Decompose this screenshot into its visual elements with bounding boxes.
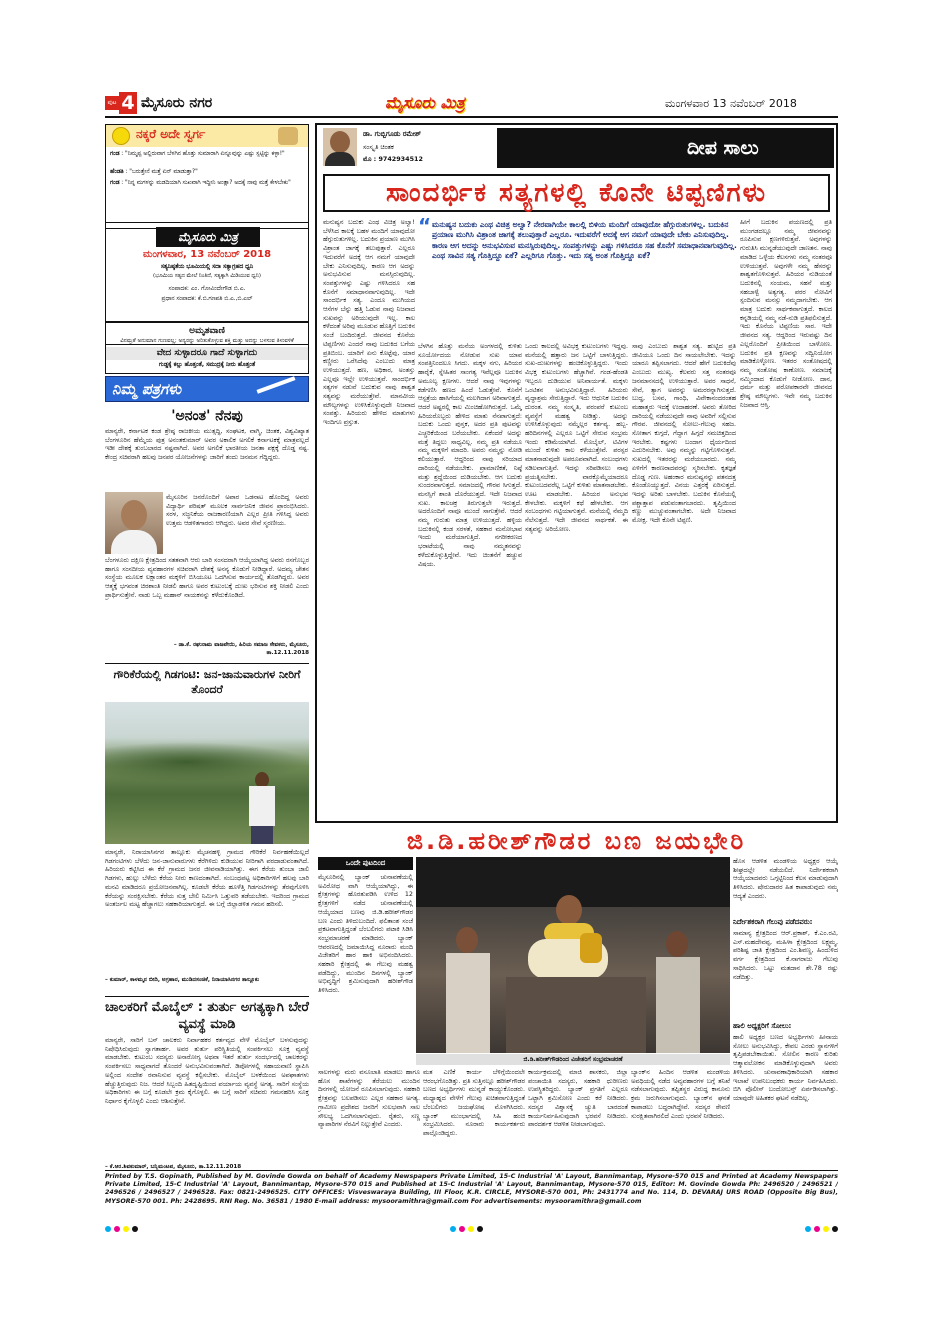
lake-photo <box>105 702 309 844</box>
header-date: ಮಂಗಳವಾರ 13 ನವೆಂಬರ್ 2018 <box>665 97 797 110</box>
letter-title: ಗೌರಿಕೆರೆಯಲ್ಲಿ ಗಿಡಗಂಟಿ: ಜನ-ಜಾನುವಾರುಗಳ ನೀರಿಗೆ ತೊಂದರೆ <box>113 668 301 696</box>
letter-body: ಮಾನ್ಯರೇ, ಕರ್ನಾಟಕ ಕಂಡ ಶ್ರೇಷ್ಠ ರಾಜಕೀಯ ಮುತ್ಸದ್ಧಿ, ಸಂಘಟಕ, ವಾಗ್ಮಿ, ಚಿಂತಕ, ವಿಶ್ವವಿಖ್ಯಾತ ಬೆಂಗಳೂರಿನ ಹೆಮ್ಮೆಯ ಪುತ್ರ ಅನಂತಕುಮಾರ್ ಅವರ ಅಕಾಲಿಕ ಅಗಲಿಕೆ ಕರ್ನಾಟಕಕ್ಕೆ ಮಾತ್ರವಲ್ಲದೆ ಇಡೀ ದೇಶಕ್ಕೆ ತುಂಬಲಾರದ ನಷ್ಟವಾಗಿದೆ. ಅವರ ಅಗಲಿಕೆ ಭಾರತೀಯ ಜನತಾ ಪಕ್ಷಕ್ಕೆ ದೊಡ್ಡ ನಷ್ಟ. ಕೇಂದ್ರ ಸಚಿವರಾಗಿ ಹಲವು ಜನಪರ ಯೋಜನೆಗಳನ್ನು ಜಾರಿಗೆ ತಂದು ಜನಮನ ಗೆದ್ದಿದ್ದರು. <box>105 427 309 462</box>
cartoon-icon <box>278 127 298 145</box>
story-body: ಮೈಸೂರಿನಲ್ಲಿ ಬ್ಯಾಂಕ್ ಚುನಾವಣೆಯಲ್ಲಿ ಅವಿರೋಧ ವಾಗಿ ಆಯ್ಕೆಯಾಗಿದ್ದು, ಈ ಕ್ಷೇತ್ರಗಳನ್ನು ಹೊರತುಪಡಿಸಿ ಉಳಿದ 12 ಕ್ಷೇತ್ರಗಳಿಗೆ ನಡೆದ ಚುನಾವಣೆಯಲ್ಲಿ ಆಯ್ಕೆಯಾದ ಬಣವು ಜಿ.ಡಿ.ಹರೀಶ್‌ಗೌಡರ ಬಣ ಎಂದು ತಿಳಿದುಬಂದಿದೆ. ಫಲಿತಾಂಶ ಸಂಜೆ ಪ್ರಕಟವಾಗುತ್ತಿದ್ದಂತೆ ಬೆಂಬಲಿಗರು ಪಟಾಕಿ ಸಿಡಿಸಿ ಸಂಭ್ರಮಾಚರಣೆ ಮಾಡಿದರು. ಬ್ಯಾಂಕ್ ಆವರಣದಲ್ಲಿ ಜಮಾಯಿಸಿದ್ದ ನೂರಾರು ಮಂದಿ ವಿಜೇತರಿಗೆ ಹಾರ ಹಾಕಿ ಅಭಿನಂದಿಸಿದರು. ಸಹಕಾರಿ ಕ್ಷೇತ್ರದಲ್ಲಿ ಈ ಗೆಲುವು ಮಹತ್ವ ಪಡೆದಿದ್ದು, ಮುಂದಿನ ದಿನಗಳಲ್ಲಿ ಬ್ಯಾಂಕ್ ಅಭಿವೃದ್ಧಿಗೆ ಶ್ರಮಿಸುವುದಾಗಿ ಹರೀಶ್‌ಗೌಡ ತಿಳಿಸಿದರು. <box>318 873 413 995</box>
imprint-line: Printed by T.S. Gopinath, Published by M. Govinde Gowda on behalf of Academy Newspapers Private Limited, 15-C Industrial 'A' Layout, Bannimantap, Mysore-570 015 and Printed at Academy Newspapers Private Limited, 15-C Industrial 'A' Layout, Bannimantap, Mysore-570 015 and Published at 15-C Industrial 'A' Layout, Bannimantap, Mysore-570 015, Editor: M. Govinde Gowda Ph: 2496520 / 2496521 / 2496526 / 2496527 / 2496528. Fax: 0821-2496525. CITY OFFICES: Visveswaraya Building, III Floor, K.R. CIRCLE, MYSORE-570 001, Ph: 2431774 and No. 114, D. DEVARAJ URS ROAD (Opposite Big Bus), MYSORE-570 001. Ph: 2428695. RNI Reg. No. 36581 / 1980 E-mail address: mysooramithra@gmail.com For advertisements: mysooramithra@gmail.com <box>105 1173 838 1205</box>
joke-box <box>105 124 309 229</box>
letter-body: ಮಾನ್ಯರೇ, ಸಾರಿಗೆ ಬಸ್ ಚಾಲಕರು ನಿರ್ವಾಹಕರ ಕರ್ತವ್ಯದ ವೇಳೆ ಮೊಬೈಲ್ ಬಳಸುವುದನ್ನು ನಿಷೇಧಿಸಿರುವುದು ಸ್ವಾಗತಾರ್ಹ. ಅವರ ತುರ್ತು ಪರಿಸ್ಥಿತಿಯಲ್ಲಿ ಸಂಪರ್ಕಿಸಲು ಸೂಕ್ತ ವ್ಯವಸ್ಥೆ ಮಾಡಬೇಕು. ಕುಟುಂಬ ಸದಸ್ಯರು ಅನಾರೋಗ್ಯ ಅಥವಾ ಇತರೆ ತುರ್ತು ಸಂದರ್ಭದಲ್ಲಿ ಚಾಲಕರನ್ನು ಸಂಪರ್ಕಿಸಲು ಸಾಧ್ಯವಾಗದೆ ತೊಂದರೆ ಅನುಭವಿಸುವಂತಾಗಿದೆ. ಡಿಪೋಗಳಲ್ಲಿ ಸಹಾಯವಾಣಿ ಸ್ಥಾಪಿಸಿ ಅಲ್ಲಿಂದ ಸಂದೇಶ ರವಾನಿಸುವ ವ್ಯವಸ್ಥೆ ಕಲ್ಪಿಸಬೇಕು. ಮೊಬೈಲ್ ಬಳಕೆಯಿಂದ ಅಪಘಾತಗಳು ಹೆಚ್ಚುತ್ತಿರುವುದು ನಿಜ. ಆದರೆ ಸಿಬ್ಬಂದಿ ಹಿತದೃಷ್ಟಿಯಿಂದ ಪರ್ಯಾಯ ವ್ಯವಸ್ಥೆ ಅಗತ್ಯ. ಸಾರಿಗೆ ಸಂಸ್ಥೆಯ ಅಧಿಕಾರಿಗಳು ಈ ಬಗ್ಗೆ ಕೂಡಲೇ ಕ್ರಮ ಕೈಗೊಳ್ಳಲಿ. ಈ ಬಗ್ಗೆ ಸಾರಿಗೆ ಸಚಿವರು ಗಮನಹರಿಸಿ ಸೂಕ್ತ ನಿರ್ಧಾರ ಕೈಗೊಳ್ಳಲಿ ಎಂದು ಆಶಿಸುತ್ತೇನೆ. <box>105 1036 309 1105</box>
paper-date: ಮಂಗಳವಾರ, 13 ನವೆಂಬರ್ 2018 <box>142 249 272 260</box>
joke-line: ಗಂಡ : "ನಿನ್ನ ಮಗಳನ್ನು ಮಡದಿಯಾಗಿ ಸುಖವಾಗಿ ಇದ್ದೀನಿ ಅಂತ್ಲಾ? ಅದಕ್ಕೆ ನಾವು ಮತ್ತೆ ಕೇಳಬೇಕು" <box>110 180 291 186</box>
registration-marks <box>105 1226 845 1234</box>
amruthavani-title: ಅಮೃತವಾಣಿ <box>189 326 225 336</box>
story-headline: ಜಿ.ಡಿ.ಹರೀಶ್‌ಗೌಡರ ಬಣ ಜಯಭೇರಿ <box>406 827 747 855</box>
letter-signature: – ಕೆ.ಆರ.ಶಿವಕುಮಾರ್, ಬನ್ನಿಮಂಟಪ, ಮೈಸೂರು, ತಾ.12.11.2018 <box>105 1164 242 1170</box>
proverb-title: ವೇದ ಸುಳ್ಳಾದರೂ ಗಾದೆ ಸುಳ್ಳಾಗದು <box>106 347 308 360</box>
page-label: ಪುಟ <box>105 96 119 110</box>
pullquote-box <box>418 214 737 338</box>
photo-caption: ಜಿ.ಡಿ.ಹರೀಶ್‌ಗೌಡರಿಂದ ವಿಜೇತರಿಗೆ ಸಂಭ್ರಮಾಚರಣೆ <box>416 1054 730 1065</box>
paper-motto-sub: (ಭೂಮಿಯ ಸತ್ಯದ ಮೇಲೆ ನಿಂತಿದೆ, ಸತ್ಯಕ್ಕಾಗಿ ಮಿಡಿಯುವ ಧ್ವನಿ) <box>153 273 261 279</box>
story-body: ಸಾಮಾನ್ಯ ಕ್ಷೇತ್ರದಿಂದ ಆರ್.ಪ್ರಕಾಶ್, ಕೆ.ಎಂ.ರವಿ, ಎಸ್.ಮಹದೇವಪ್ಪ, ಮಹಿಳಾ ಕ್ಷೇತ್ರದಿಂದ ಲಕ್ಷ್ಮಮ್ಮ, ಪರಿಶಿಷ್ಟ ಜಾತಿ ಕ್ಷೇತ್ರದಿಂದ ಎಂ.ಶಿವಣ್ಣ, ಹಿಂದುಳಿದ ವರ್ಗ ಕ್ಷೇತ್ರದಿಂದ ಕೆ.ನಾಗರಾಜು ಗೆಲುವು ಸಾಧಿಸಿದರು. ಒಟ್ಟು ಮತದಾನ ಶೇ.78 ರಷ್ಟು ನಡೆದಿತ್ತು. <box>733 929 838 981</box>
joke-header <box>106 125 308 147</box>
quote-open-icon: “ <box>418 214 432 238</box>
letter-body: ಮಾನ್ಯರೇ, ನಿರಾಯಾಸಿನಗರ ತಾಲ್ಲೂಕು ಮೈಚನಹಳ್ಳಿ ಗ್ರಾಮದ ಗೌರಿಕೆರೆ ನಿರ್ವಹಣೆಯಿಲ್ಲದೆ ಗಿಡಗಂಟಿಗಳು ಬೆಳೆದು ಜನ-ಜಾನುವಾರುಗಳು ಕೆರೆಗಿಳಿದು ಕುಡಿಯುವ ನೀರಿಗಾಗಿ ಪರದಾಡುವಂತಾಗಿದೆ. ಹಿರಿಯರು ಕಟ್ಟಿಸಿದ ಈ ಕೆರೆ ಗ್ರಾಮದ ಜನರ ಜೀವನಾಡಿಯಾಗಿತ್ತು. ಈಗ ಕೆರೆಯ ತುಂಬಾ ಜಾಲಿ ಗಿಡಗಳು, ಹುಲ್ಲು ಬೆಳೆದು ಕೆರೆಯ ನೀರು ಕಾಣದಂತಾಗಿದೆ. ಸಂಬಂಧಪಟ್ಟ ಅಧಿಕಾರಿಗಳಿಗೆ ಹಲವು ಬಾರಿ ಮನವಿ ಮಾಡಿದರೂ ಪ್ರಯೋಜನವಾಗಿಲ್ಲ. ಕೂಡಲೇ ಕೆರೆಯ ಹೂಳೆತ್ತಿ ಗಿಡಗಂಟಿಗಳನ್ನು ತೆರವುಗೊಳಿಸಿ ಕೆರೆಯನ್ನು ಸಂರಕ್ಷಿಸಬೇಕು. ಕೆರೆಯ ಸುತ್ತ ಬೇಲಿ ನಿರ್ಮಿಸಿ ಒತ್ತುವರಿ ತಡೆಯಬೇಕು. ಇದರಿಂದ ಗ್ರಾಮದ ಅಂತರ್ಜಲ ಮಟ್ಟ ಹೆಚ್ಚಾಗಲು ಸಹಕಾರಿಯಾಗುತ್ತದೆ. ಈ ಬಗ್ಗೆ ಜಿಲ್ಲಾಡಳಿತ ಗಮನ ಹರಿಸಲಿ. <box>105 848 309 909</box>
laughing-face-icon <box>112 127 130 145</box>
joke-text: "ನಿಮ್ಮಪ್ಪ ಅಲ್ಲಿರುವಾಗ ಬೆಳಗಿನ ಹೊತ್ತು ಸುಮಾರಾಗಿ ಏನ್ನೂವುನ್ನು ಎಷ್ಟು ಸ್ಪಟ್ಟಿನ್ನು ಕಳ್ಳಾ!" <box>125 151 285 157</box>
letter-author-photo <box>105 492 163 554</box>
column-body: ಬೆಳಗಿನ ಹೊತ್ತು ಮನೆಯ ಅಂಗಳದಲ್ಲಿ ಕುಳಿತು ಸೂರ್ಯೋದಯ ನೋಡುವ ಸುಖ ಯಾವ ಸಂಪತ್ತಿನಿಂದಲೂ ಸಿಗದು. ಮಕ್ಕಳ ನಗು, ಹಿರಿಯರ ಹಾರೈಕೆ, ಸ್ನೇಹಿತರ ಸಾಂಗತ್ಯ ಇವೆಲ್ಲವೂ ಬದುಕಿನ ಅಮೂಲ್ಯ ಕ್ಷಣಗಳು. ಆದರೆ ನಾವು ಇವುಗಳನ್ನು ಕಡೆಗಣಿಸಿ ಹಣದ ಹಿಂದೆ ಓಡುತ್ತೇವೆ. ಕೊನೆಗೆ ಆಸ್ಪತ್ರೆಯ ಹಾಸಿಗೆಯಲ್ಲಿ ಮಲಗಿದಾಗ ಅರಿವಾಗುತ್ತದೆ. ಆದರೆ ಅಷ್ಟರಲ್ಲಿ ಕಾಲ ಮಿಂಚಿಹೋಗಿರುತ್ತದೆ. ಒಮ್ಮೆ ಹಿರಿಯರೊಬ್ಬರು ಹೇಳಿದ ಮಾತು ನೆನಪಾಗುತ್ತದೆ: ಬದುಕು ಒಂದು ಪುಸ್ತಕ, ಅದರ ಪ್ರತಿ ಪುಟವನ್ನು ಎಚ್ಚರಿಕೆಯಿಂದ ಬರೆಯಬೇಕು. ಏಕೆಂದರೆ ಅದನ್ನು ಮತ್ತೆ ತಿದ್ದಲು ಸಾಧ್ಯವಿಲ್ಲ. ನಮ್ಮ ಪ್ರತಿ ನಡೆಯೂ ನಮ್ಮ ಮಕ್ಕಳಿಗೆ ಮಾದರಿ. ಅವರು ನಮ್ಮನ್ನು ನೋಡಿ ಕಲಿಯುತ್ತಾರೆ. ಆದ್ದರಿಂದ ನಾವು ಸರಿಯಾದ ದಾರಿಯಲ್ಲಿ ನಡೆಯಬೇಕು. ಪ್ರಾಮಾಣಿಕತೆ, ನಿಷ್ಠೆ ಮತ್ತು ಶ್ರದ್ಧೆಯಿಂದ ದುಡಿಯಬೇಕು. ಆಗ ಬದುಕು ಸುಂದರವಾಗುತ್ತದೆ. ಸಮಾಜದಲ್ಲಿ ಗೌರವ ಸಿಗುತ್ತದೆ. ಮನಸ್ಸಿಗೆ ಶಾಂತಿ ದೊರೆಯುತ್ತದೆ. ಇದೇ ನಿಜವಾದ ಸುಖ. ಕಾಲಚಕ್ರ ತಿರುಗುತ್ತಲೇ ಇರುತ್ತದೆ. ಅದರೊಂದಿಗೆ ನಾವೂ ಮುಂದೆ ಸಾಗುತ್ತೇವೆ. ಆದರೆ ನಮ್ಮ ಗುರುತು ಮಾತ್ರ ಉಳಿಯುತ್ತದೆ. ಹಳ್ಳಿಯ ಬದುಕಿನಲ್ಲಿ ಕಂಡ ಸರಳತೆ, ಸಹಕಾರ ಮನೋಭಾವ ಇಂದು ಮರೆಯಾಗುತ್ತಿದೆ. ನಗರೀಕರಣದ ಭರಾಟೆಯಲ್ಲಿ ನಾವು ನಮ್ಮತನವನ್ನು ಕಳೆದುಕೊಳ್ಳುತ್ತಿದ್ದೇವೆ. ಇದು ಚಿಂತನೆಗೆ ಹಚ್ಚುವ ವಿಷಯ. <box>418 342 522 568</box>
column-label: ದೀಪ ಸಾಲು <box>497 128 834 168</box>
paper-editor: ಸಂಪಾದಕ: ಎಂ. ಗೋವಿಂದೇಗೌಡ ಬಿ.ಎ. <box>168 285 246 292</box>
footer-rule <box>105 1170 838 1171</box>
author-name: ಡಾ. ಗುಬ್ಬಿಗೂಡು ರಮೇಶ್ <box>363 130 421 138</box>
joke-title: ನಕ್ಕರೆ ಅದೇ ಸ್ವರ್ಗ <box>136 127 206 141</box>
joke-text: "ನಿನ್ನ ಮಗಳನ್ನು ಮಡದಿಯಾಗಿ ಸುಖವಾಗಿ ಇದ್ದೀನಿ ಅಂತ್ಲಾ? ಅದಕ್ಕೆ ನಾವು ಮತ್ತೆ ಕೇಳಬೇಕು" <box>125 180 291 186</box>
page-header <box>105 92 835 114</box>
author-designation: ಸಂಸ್ಕೃತಿ ಚಿಂತಕ <box>363 143 394 151</box>
joke-line: ಹೆಂಡತಿ : "ಬರುತ್ತೇನೆ ಮತ್ತೆ ಏನ್ ಮಾಡುತ್ತಾ?" <box>110 169 198 175</box>
joke-line: ಗಂಡ : "ನಿಮ್ಮಪ್ಪ ಅಲ್ಲಿರುವಾಗ ಬೆಳಗಿನ ಹೊತ್ತು ಸುಮಾರಾಗಿ ಏನ್ನೂವುನ್ನು ಎಷ್ಟು ಸ್ಪಟ್ಟಿನ್ನು ಕಳ್ಳಾ!" <box>110 151 285 157</box>
letter-body: ಮೈಸೂರಿನ ಜನರೊಂದಿಗೆ ಅಪಾರ ಒಡನಾಟ ಹೊಂದಿದ್ದ ಅವರು ವಿದ್ಯಾರ್ಥಿ ಪರಿಷತ್ ಮೂಲಕ ಸಾರ್ವಜನಿಕ ಜೀವನ ಪ್ರಾರಂಭಿಸಿದರು. ಸರಳ, ಸಜ್ಜನಿಕೆಯ ರಾಜಕಾರಣಿಯಾಗಿ ಎಲ್ಲರ ಪ್ರೀತಿ ಗಳಿಸಿದ್ದ ಅವರು ಉತ್ತಮ ಆಡಳಿತಗಾರರು ಆಗಿದ್ದರು. ಅವರ ಸೇವೆ ಸ್ಮರಣೀಯ. <box>166 493 309 528</box>
letter-title: 'ಅನಂತ' ನೆನಪು <box>171 408 243 424</box>
joke-text: "ಬರುತ್ತೇನೆ ಮತ್ತೆ ಏನ್ ಮಾಡುತ್ತಾ?" <box>129 169 198 175</box>
joke-speaker: ಗಂಡ <box>110 151 120 157</box>
letter-divider <box>105 663 309 664</box>
pen-icon <box>257 376 296 393</box>
story-body: ಕಾರ್ಯಕ್ರಮದಲ್ಲಿ ಮಾಜಿ ಶಾಸಕರು, ಜಿಲ್ಲಾ ಪಂಚಾಯಿತಿ ಸದಸ್ಯರು, ಸಹಕಾರಿ ಧುರೀಣರು ಉಪಸ್ಥಿತರಿದ್ದರು. ಬ್ಯಾಂಕ್ ಪ್ರಗತಿಗೆ ಎಲ್ಲರೂ ಒಟ್ಟಾಗಿ ಶ್ರಮಿಸೋಣ ಎಂದು ಕರೆ ನೀಡಿದರು. ಸದಸ್ಯರ ವಿಶ್ವಾಸಕ್ಕೆ ಚ್ಯುತಿ ಬಾರದಂತೆ ಕಾರ್ಯನಿರ್ವಹಿಸುವುದಾಗಿ ಭರವಸೆ ನೀಡಿದರು. ಪಾರದರ್ಶಕ ಆಡಳಿತ ನೀಡಲಾಗುವುದು. <box>528 1068 628 1129</box>
joke-speaker: ಗಂಡ <box>110 180 120 186</box>
paper-publisher: ಪ್ರಧಾನ ಸಂಪಾದಕ: ಕೆ.ಬಿ.ಗಣಪತಿ ಬಿ.ಎ.,ಬಿ.ಎಲ್ <box>161 296 253 302</box>
paper-motto: ಸತ್ಯನಿಷ್ಠತೆಯ ಭೂಮಿಯಲ್ಲಿ ಸದಾ ಸತ್ಯಾಗ್ರಹದ ಧ್ವನಿ <box>160 264 254 270</box>
column-body: ಸಾವು ಎಂಬುದು ಶಾಶ್ವತ ಸತ್ಯ. ಹುಟ್ಟಿದ ಪ್ರತಿ ಜೀವಿಯೂ ಒಂದು ದಿನ ಸಾಯಲೇಬೇಕು. ಇದನ್ನು ಯಾರೂ ತಪ್ಪಿಸಲಾಗದು. ಆದರೆ ಹೇಗೆ ಬದುಕಿದೆವು ಎಂಬುದು ಮುಖ್ಯ. ಕೆಲವರು ಸತ್ತ ನಂತರವೂ ಜನಮಾನಸದಲ್ಲಿ ಉಳಿಯುತ್ತಾರೆ. ಅವರ ಸಾಧನೆ, ಸೇವೆ, ತ್ಯಾಗ ಅವರನ್ನು ಅಮರರನ್ನಾಗಿಸುತ್ತದೆ. ಬುದ್ಧ, ಬಸವ, ಗಾಂಧಿ, ವಿವೇಕಾನಂದರಂತಹ ಮಹಾತ್ಮರು ಇದಕ್ಕೆ ಉದಾಹರಣೆ. ಅವರು ತೋರಿದ ದಾರಿಯಲ್ಲಿ ನಡೆಯುವುದೇ ನಾವು ಅವರಿಗೆ ಸಲ್ಲಿಸುವ ಗೌರವ. ಜೀವನದಲ್ಲಿ ಸೋಲು-ಗೆಲುವು ಸಹಜ. ಸೋತಾಗ ಕುಗ್ಗದೆ, ಗೆದ್ದಾಗ ಹಿಗ್ಗದೆ ಸಮಚಿತ್ತದಿಂದ ಇರಬೇಕು. ಕಷ್ಟಗಳು ಬಂದಾಗ ಧೈರ್ಯದಿಂದ ಎದುರಿಸಬೇಕು. ಅವು ನಮ್ಮನ್ನು ಗಟ್ಟಿಗೊಳಿಸುತ್ತವೆ. ಸುಖದಲ್ಲಿ ಇತರರನ್ನು ಮರೆಯಬಾರದು. ನಮ್ಮ ಏಳಿಗೆಗೆ ಕಾರಣರಾದವರನ್ನು ಸ್ಮರಿಸಬೇಕು. ಕೃತಜ್ಞತೆ ದೊಡ್ಡ ಗುಣ. ಅಹಂಕಾರ ಮನುಷ್ಯನನ್ನು ಪತನದತ್ತ ಕೊಂಡೊಯ್ಯುತ್ತದೆ. ವಿನಯ ಎತ್ತರಕ್ಕೆ ಏರಿಸುತ್ತದೆ. ಇದನ್ನು ಅರಿತು ಬಾಳಬೇಕು. ಬದುಕಿನ ಕೊನೆಯಲ್ಲಿ ಪಶ್ಚಾತ್ತಾಪ ಪಡುವಂತಾಗಬಾರದು. ತೃಪ್ತಿಯಿಂದ ಕಣ್ಣು ಮುಚ್ಚುವಂತಾಗಬೇಕು. ಅದೇ ನಿಜವಾದ ಮೋಕ್ಷ. ಇದೇ ಕೊನೇ ಟಿಪ್ಪಣಿ. <box>632 342 736 525</box>
proverb-text: ಗುಡ್ಡಕ್ಕೆ ಕಲ್ಲು ಹೊತ್ತಂತೆ, ಸಮುದ್ರಕ್ಕೆ ನೀರು ಹೊತ್ತಂತೆ <box>158 362 256 368</box>
letter-signature: – ಕುಮಾರ್, ಕಾಳಮ್ಮನ ಬೀದಿ, ಅಗ್ರಹಾರ, ಮುಡಿದಸಂಚಿಕೆ, ನಿರಾಯಾಸಿನಗರ ತಾಲ್ಲೂಕು <box>105 977 260 983</box>
letters-header <box>105 376 309 402</box>
proverb-box <box>105 344 309 374</box>
author-phone: ಮೊ : 9742934512 <box>363 155 423 163</box>
column-body: ಒಂದು ಕಾಲದಲ್ಲಿ ಅವಿಭಕ್ತ ಕುಟುಂಬಗಳು ಇದ್ದವು. ಮನೆಯಲ್ಲಿ ಹತ್ತಾರು ಜನ ಒಟ್ಟಿಗೆ ಬಾಳುತ್ತಿದ್ದರು. ಸುಖ-ದುಃಖಗಳನ್ನು ಹಂಚಿಕೊಳ್ಳುತ್ತಿದ್ದರು. ಇಂದು ವಿಭಕ್ತ ಕುಟುಂಬಗಳು ಹೆಚ್ಚಾಗಿವೆ. ಗಂಡ-ಹೆಂಡತಿ ಇಬ್ಬರೂ ದುಡಿಯುವ ಅನಿವಾರ್ಯತೆ. ಮಕ್ಕಳು ಒಂಟಿತನ ಅನುಭವಿಸುತ್ತಿದ್ದಾರೆ. ಹಿರಿಯರು ವೃದ್ಧಾಶ್ರಮ ಸೇರುತ್ತಿದ್ದಾರೆ. ಇದು ಆಧುನಿಕ ಬದುಕಿನ ದುರಂತ. ನಮ್ಮ ಸಂಸ್ಕೃತಿ, ಪರಂಪರೆ ಕುಟುಂಬ ವ್ಯವಸ್ಥೆಗೆ ಮಹತ್ವ ನೀಡಿತ್ತು. ಅದನ್ನು ಉಳಿಸಿಕೊಳ್ಳುವುದು ನಮ್ಮೆಲ್ಲರ ಕರ್ತವ್ಯ. ಹಬ್ಬ-ಹರಿದಿನಗಳಲ್ಲಿ ಎಲ್ಲರೂ ಒಟ್ಟಿಗೆ ಸೇರುವ ಸಂಭ್ರಮ ಇಂದು ಕಡಿಮೆಯಾಗಿದೆ. ಮೊಬೈಲ್, ಟಿವಿಗಳ ಮುಂದೆ ಕುಳಿತು ಕಾಲ ಕಳೆಯುತ್ತೇವೆ. ಪರಸ್ಪರ ಮಾತನಾಡುವುದೇ ಅಪರೂಪವಾಗಿದೆ. ಸಂಬಂಧಗಳು ಸಡಿಲವಾಗುತ್ತಿವೆ. ಇದನ್ನು ಸರಿಪಡಿಸಲು ನಾವು ಪ್ರಯತ್ನಿಸಬೇಕು. ವಾರಕ್ಕೊಮ್ಮೆಯಾದರೂ ಕುಟುಂಬದವರೆಲ್ಲ ಒಟ್ಟಿಗೆ ಕುಳಿತು ಮಾತನಾಡಬೇಕು. ಊಟ ಮಾಡಬೇಕು. ಹಿರಿಯರ ಅನುಭವ ಕೇಳಬೇಕು. ಮಕ್ಕಳಿಗೆ ಕಥೆ ಹೇಳಬೇಕು. ಆಗ ಸಂಬಂಧಗಳು ಗಟ್ಟಿಯಾಗುತ್ತವೆ. ಮನೆಯಲ್ಲಿ ನೆಮ್ಮದಿ ನೆಲೆಸುತ್ತದೆ. ಇದೇ ಜೀವನದ ಸಾರ್ಥಕತೆ. ಈ ಸತ್ಯವನ್ನು ಅರಿಯೋಣ. <box>525 342 628 533</box>
story-subhead: ನಿರ್ದೇಶಕರಾಗಿ ಗೆಲುವು ಪಡೆದವರು: <box>733 918 813 926</box>
story-body: ಮತ ಎಣಿಕೆ ಕಾರ್ಯ ಬೆಳಿಗ್ಗೆಯಿಂದಲೇ ಆರಂಭಗೊಂಡಿತ್ತು. ಪ್ರತಿ ಸುತ್ತಿನಲ್ಲೂ ಹರೀಶ್‌ಗೌಡರ ಬಣದ ಅಭ್ಯರ್ಥಿಗಳು ಮುನ್ನಡೆ ಕಾಯ್ದುಕೊಂಡರು. ಮಧ್ಯಾಹ್ನದ ವೇಳೆಗೆ ಗೆಲುವು ಖಚಿತವಾಗುತ್ತಿದ್ದಂತೆ ಬೆಂಬಲಿಗರು ಜಯಘೋಷ ಮೊಳಗಿಸಿದರು. ಬ್ಯಾಂಕ್ ಮುಂಭಾಗದಲ್ಲಿ ಸಿಹಿ ಹಂಚಿ ಸಂಭ್ರಮಿಸಿದರು. ನೂರಾರು ಕಾರ್ಯಕರ್ತರು ಪಾಲ್ಗೊಂಡಿದ್ದರು. <box>423 1068 525 1137</box>
page-number: 4 <box>119 92 137 114</box>
story-body: ಹೊಸ ಆಡಳಿತ ಮಂಡಳಿಯ ಅಧ್ಯಕ್ಷರ ಆಯ್ಕೆ ಶೀಘ್ರದಲ್ಲೇ ನಡೆಯಲಿದೆ. ನಿರ್ದೇಶಕರಾಗಿ ಆಯ್ಕೆಯಾದವರು ಒಗ್ಗಟ್ಟಿನಿಂದ ಕೆಲಸ ಮಾಡುವುದಾಗಿ ತಿಳಿಸಿದರು. ಷೇರುದಾರರ ಹಿತ ಕಾಪಾಡುವುದು ನಮ್ಮ ಆದ್ಯತೆ ಎಂದರು. <box>733 857 838 900</box>
story-subhead: ಹಾಲಿ ಅಧ್ಯಕ್ಷರಿಗೆ ಸೋಲು: <box>733 1022 792 1030</box>
section-name: ಮೈಸೂರು ನಗರ <box>141 95 213 111</box>
amruthavani-text: ವಿನಮ್ರತೆ ಅನುಮಾನ ಗುಣವಲ್ಲ; ಅನ್ಯರನ್ನು ಅರಿತುಕೊಳ್ಳುವ ಶಕ್ತಿ ಮತ್ತು ಅದನ್ನು ಬಳಸುವ ತಿಳುವಳಿಕೆ <box>120 338 294 344</box>
masthead-logo: ಮೈಸೂರು ಮಿತ್ರ <box>385 93 465 112</box>
celebration-photo <box>416 857 730 1053</box>
letter-signature: – ಡಾ.ಕೆ. ರಘುರಾಮ ವಾಜಪೇಯಿ, ಹಿರಿಯ ಸಮಾಜ ಸೇವಕರು, ಮೈಸೂರು, ತಾ.12.11.2018 <box>173 642 309 656</box>
letter-divider <box>105 996 309 997</box>
author-photo <box>323 128 357 166</box>
pullquote-text: ಮನುಷ್ಯನ ಬದುಕು ಎಂಥ ವಿಚಿತ್ರ ಅಲ್ವಾ? ನೇರವಾಗಿಯೇ ಕಾಲಲ್ಲಿ ಬಿಳಿಯ ಮಂದಿಗೆ ಯಾವುದೋ ಹೆಗ್ಗುರುತುಗಳಿಲ್ಲ. ಬದುಕಿನ ಪ್ರಯಾಣ ಮುಗಿಸಿ ವಿಶ್ರಾಂತ ಜಾಗಕ್ಕೆ ತಲುಪುತ್ತಾರೆ ಎಲ್ಲರೂ. ಇದುವರೆಗೆ ಅದಕ್ಕೆ ಆಗ ನಮಗೆ ಯಾವುದೇ ಬೇಕು ಎನಿಸುವುದಿಲ್ಲ. ಕಾರಣ ಆಗ ಅದನ್ನು ಅನುಭವಿಸುವ ಮನಸ್ಸಿರುವುದಿಲ್ಲ. ಸಂಪತ್ತುಗಳನ್ನು ಎಷ್ಟು ಗಳಿಸಿದರೂ ಸಹ ಕೊನೆಗೆ ಸಮಾಧಾನವಾಗುವುದಿಲ್ಲ. ಎಂಥ ಸಾವಿನ ಸತ್ಯ ಗೊತ್ತಿದ್ದೂ ಏಕೆ? ಎಲ್ಲರಿಗೂ ಗೊತ್ತು. ಇದು ಸತ್ಯ ಅಂತ ಗೊತ್ತಿದ್ದೂ ಏಕೆ? <box>432 220 737 260</box>
letters-title: ನಿಮ್ಮ ಪತ್ರಗಳು <box>112 380 182 398</box>
paper-name-banner: ಮೈಸೂರು ಮಿತ್ರ <box>156 227 260 247</box>
column-box <box>315 123 838 823</box>
story-body: ಹಾಲಿ ಅಧ್ಯಕ್ಷರ ಬಣದ ಅಭ್ಯರ್ಥಿಗಳು ಹೀನಾಯ ಸೋಲು ಅನುಭವಿಸಿದ್ದು, ಕೇವಲ ಎರಡು ಸ್ಥಾನಗಳಿಗೆ ತೃಪ್ತಿಪಡಬೇಕಾಯಿತು. ಸೋಲಿನ ಕಾರಣ ಕುರಿತು ಆತ್ಮಾವಲೋಕನ ಮಾಡಿಕೊಳ್ಳುವುದಾಗಿ ಅವರು ತಿಳಿಸಿದರು. ಚುನಾವಣಾಧಿಕಾರಿಯಾಗಿ ಸಹಕಾರ ಇಲಾಖೆ ಉಪನಿಬಂಧಕರು ಕಾರ್ಯ ನಿರ್ವಹಿಸಿದರು. ಬಿಗಿ ಪೊಲೀಸ್ ಬಂದೋಬಸ್ತ್ ಏರ್ಪಡಿಸಲಾಗಿತ್ತು. ಯಾವುದೇ ಅಹಿತಕರ ಘಟನೆ ನಡೆದಿಲ್ಲ. <box>733 1033 838 1102</box>
column-body: ಹೀಗೆ ಬದುಕಿನ ಪಯಣದಲ್ಲಿ ಪ್ರತಿ ಮುಂಗಡದಲ್ಲೂ ನಮ್ಮ ಜೀವನವನ್ನು ರೂಪಿಸುವ ಕ್ಷಣಗಳಿರುತ್ತವೆ. ಅವುಗಳನ್ನು ಗುರುತಿಸಿ ಮುನ್ನಡೆಯುವುದೇ ಜಾಣತನ. ನಾವು ಮಾಡಿದ ಒಳ್ಳೆಯ ಕೆಲಸಗಳು ನಮ್ಮ ನಂತರವೂ ಉಳಿಯುತ್ತವೆ. ಅವುಗಳೇ ನಮ್ಮ ಹೆಸರನ್ನು ಶಾಶ್ವತಗೊಳಿಸುತ್ತವೆ. ಹಿರಿಯರ ನುಡಿಯಂತೆ ಬದುಕಿನಲ್ಲಿ ಸಂಯಮ, ಸಹನೆ ಮತ್ತು ಸಹಬಾಳ್ವೆ ಅತ್ಯಗತ್ಯ. ಪರರ ನೋವಿಗೆ ಸ್ಪಂದಿಸುವ ಮನಸ್ಸು ನಮ್ಮದಾಗಬೇಕು. ಆಗ ಮಾತ್ರ ಬದುಕು ಸಾರ್ಥಕವಾಗುತ್ತದೆ. ಕಾಲದ ಕನ್ನಡಿಯಲ್ಲಿ ನಮ್ಮ ನಡೆ-ನುಡಿ ಪ್ರತಿಫಲಿಸುತ್ತದೆ. ಇದು ಕೊನೆಯ ಟಿಪ್ಪಣಿಯ ಸಾರ. ಇದೇ ಜೀವನದ ಸತ್ಯ. ಆದ್ದರಿಂದ ಇರುವಷ್ಟು ದಿನ ಎಲ್ಲರೊಂದಿಗೆ ಪ್ರೀತಿಯಿಂದ ಬಾಳೋಣ. ಬದುಕಿನ ಪ್ರತಿ ಕ್ಷಣವನ್ನು ಸದ್ವಿನಿಯೋಗ ಮಾಡಿಕೊಳ್ಳೋಣ. ಇತರರ ಸಂತೋಷದಲ್ಲಿ ನಮ್ಮ ಸಂತೋಷ ಕಾಣೋಣ. ಸಮಾಜಕ್ಕೆ ನಮ್ಮಿಂದಾದ ಕೊಡುಗೆ ನೀಡೋಣ. ದಾನ, ಧರ್ಮ ಮತ್ತು ಪರೋಪಕಾರವೇ ಜೀವನದ ಶ್ರೇಷ್ಠ ಮೌಲ್ಯಗಳು. ಇವೇ ನಮ್ಮ ಬದುಕಿನ ನಿಜವಾದ ಆಸ್ತಿ. <box>740 218 832 409</box>
joke-speaker: ಹೆಂಡತಿ <box>110 169 124 175</box>
column-headline: ಸಾಂದರ್ಭಿಕ ಸತ್ಯಗಳಲ್ಲಿ ಕೊನೇ ಟಿಪ್ಪಣಿಗಳು <box>323 174 830 212</box>
letter-title: ಚಾಲಕರಿಗೆ ಮೊಬೈಲ್ : ತುರ್ತು ಅಗತ್ಯಕ್ಕಾಗಿ ಬೇರೆ ವ್ಯವಸ್ಥೆ ಮಾಡಿ <box>105 1000 309 1032</box>
column-body: ಮನುಷ್ಯನ ಬದುಕು ಎಂಥ ವಿಚಿತ್ರ ಅಲ್ವಾ! ಬೆಳೆಸಿದ ಕಾಲಕ್ಕೆ ಬಹಳ ಮಂದಿಗೆ ಯಾವುದೋ ಹೆಗ್ಗುರುತುಗಳಿಲ್ಲ. ಬದುಕಿನ ಪ್ರಯಾಣ ಮುಗಿಸಿ ವಿಶ್ರಾಂತ ಜಾಗಕ್ಕೆ ತಲುಪುತ್ತಾರೆ. ಎಲ್ಲರೂ ಇದುವರೆಗೆ ಅದಕ್ಕೆ ಆಗ ನಮಗೆ ಯಾವುದೇ ಬೇಕು ಎನಿಸುವುದಿಲ್ಲ. ಕಾರಣ ಆಗ ಅದನ್ನು ಅನುಭವಿಸುವ ಮನಸ್ಸಿರುವುದಿಲ್ಲ. ಸಂಪತ್ತುಗಳನ್ನು ಎಷ್ಟು ಗಳಿಸಿದರೂ ಸಹ ಕೊನೆಗೆ ಸಮಾಧಾನವಾಗುವುದಿಲ್ಲ. ಇದೇ ಸಾಂದರ್ಭಿಕ ಸತ್ಯ. ಎಂದೂ ಮುಗಿಯದ ಆಸೆಗಳ ಬೆನ್ನು ಹತ್ತಿ ಓಡುವ ನಾವು ನಿಜವಾದ ಸುಖವನ್ನು ಅರಿಯುವುದೇ ಇಲ್ಲ. ಕಾಲ ಕಳೆದಂತೆ ಅರಿವು ಮೂಡುವ ಹೊತ್ತಿಗೆ ಬದುಕಿನ ಸಂಜೆ ಬಂದಿರುತ್ತದೆ. ಜೀವನದ ಕೊನೆಯ ಟಿಪ್ಪಣಿಗಳು ಎಂದರೆ ನಾವು ಬದುಕಿದ ಬಗೆಯ ಪ್ರತಿಬಿಂಬ. ಯಾರಿಗೆ ಏನು ಕೊಟ್ಟೆವು, ಯಾರ ಕಣ್ಣೀರು ಒರೆಸಿದೆವು ಎಂಬುದು ಮಾತ್ರ ಉಳಿಯುತ್ತದೆ. ಹಣ, ಅಧಿಕಾರ, ಅಂತಸ್ತು ಎಲ್ಲವೂ ಇಲ್ಲೇ ಉಳಿಯುತ್ತವೆ. ಸಾಂದರ್ಭಿಕ ಸತ್ಯಗಳ ನಡುವೆ ಬದುಕುವ ನಾವು ಶಾಶ್ವತ ಸತ್ಯವನ್ನು ಮರೆಯುತ್ತೇವೆ. ಮಾನವೀಯ ಮೌಲ್ಯಗಳನ್ನು ಉಳಿಸಿಕೊಳ್ಳುವುದೇ ನಿಜವಾದ ಸಂಪತ್ತು. ಹಿರಿಯರು ಹೇಳಿದ ಮಾತುಗಳು ಇಂದಿಗೂ ಪ್ರಸ್ತುತ. <box>323 218 415 427</box>
story-body: ಬ್ಯಾಂಕ್‌ನ ಹಿಂದಿನ ಆಡಳಿತ ಮಂಡಳಿಯ ಅವಧಿಯಲ್ಲಿ ನಡೆದ ಅವ್ಯವಹಾರಗಳ ಬಗ್ಗೆ ತನಿಖೆ ನಡೆಸಲಾಗುವುದು. ತಪ್ಪಿತಸ್ಥರ ವಿರುದ್ಧ ಕಾನೂನು ಕ್ರಮ ಜರುಗಿಸಲಾಗುವುದು. ಬ್ಯಾಂಕ್‌ನ ಘನತೆ ಕಾಪಾಡಲು ಬದ್ಧರಾಗಿದ್ದೇವೆ. ಸದಸ್ಯರ ಠೇವಣಿ ಸುರಕ್ಷಿತವಾಗಿರಲಿದೆ ಎಂದು ಭರವಸೆ ನೀಡಿದರು. <box>631 1068 730 1120</box>
story-tag: ಒಂದೇ ಪುಟದಿಂದ <box>318 857 413 870</box>
paper-info-box <box>105 222 309 322</box>
letter-body: ಬೆಂಗಳೂರು ದಕ್ಷಿಣ ಕ್ಷೇತ್ರದಿಂದ ಸತತವಾಗಿ ಆರು ಬಾರಿ ಸಂಸದರಾಗಿ ಆಯ್ಕೆಯಾಗಿದ್ದ ಅವರು ರಸಗೊಬ್ಬರ ಹಾಗೂ ಸಂಸದೀಯ ವ್ಯವಹಾರಗಳ ಸಚಿವರಾಗಿ ದೇಶಕ್ಕೆ ಅನನ್ಯ ಕೊಡುಗೆ ನೀಡಿದ್ದಾರೆ. ಅದಮ್ಯ ಚೇತನ ಸಂಸ್ಥೆಯ ಮೂಲಕ ಲಕ್ಷಾಂತರ ಮಕ್ಕಳಿಗೆ ಬಿಸಿಯೂಟ ಒದಗಿಸುವ ಕಾರ್ಯದಲ್ಲಿ ತೊಡಗಿದ್ದರು. ಅವರ ಆತ್ಮಕ್ಕೆ ಭಗವಂತ ಚಿರಶಾಂತಿ ನೀಡಲಿ ಹಾಗೂ ಅವರ ಕುಟುಂಬಕ್ಕೆ ದುಃಖ ಭರಿಸುವ ಶಕ್ತಿ ನೀಡಲಿ ಎಂದು ಪ್ರಾರ್ಥಿಸುತ್ತೇನೆ. ನಾಡು ಒಬ್ಬ ಮಹಾನ್ ನಾಯಕನನ್ನು ಕಳೆದುಕೊಂಡಿದೆ. <box>105 556 309 599</box>
header-rule <box>105 116 838 118</box>
story-body: ಸಾಲಗಳನ್ನು ಮರು ವಸೂಲಾತಿ ಮಾಡಲು ಹಾಗೂ ಹೊಸ ಶಾಖೆಗಳನ್ನು ತೆರೆಯಲು ಮುಂದಿನ ದಿನಗಳಲ್ಲಿ ಯೋಜನೆ ರೂಪಿಸಲಾಗುವುದು. ಸಹಕಾರಿ ಕ್ಷೇತ್ರವನ್ನು ಬಲಪಡಿಸಲು ಎಲ್ಲರ ಸಹಕಾರ ಅಗತ್ಯ. ಗ್ರಾಮೀಣ ಪ್ರದೇಶದ ಜನರಿಗೆ ಸುಲಭವಾಗಿ ಸಾಲ ಸೌಲಭ್ಯ ಒದಗಿಸಲಾಗುವುದು. ರೈತರು, ಸಣ್ಣ ವ್ಯಾಪಾರಿಗಳ ನೆರವಿಗೆ ನಿಲ್ಲುತ್ತೇವೆ ಎಂದರು. <box>318 1068 420 1129</box>
